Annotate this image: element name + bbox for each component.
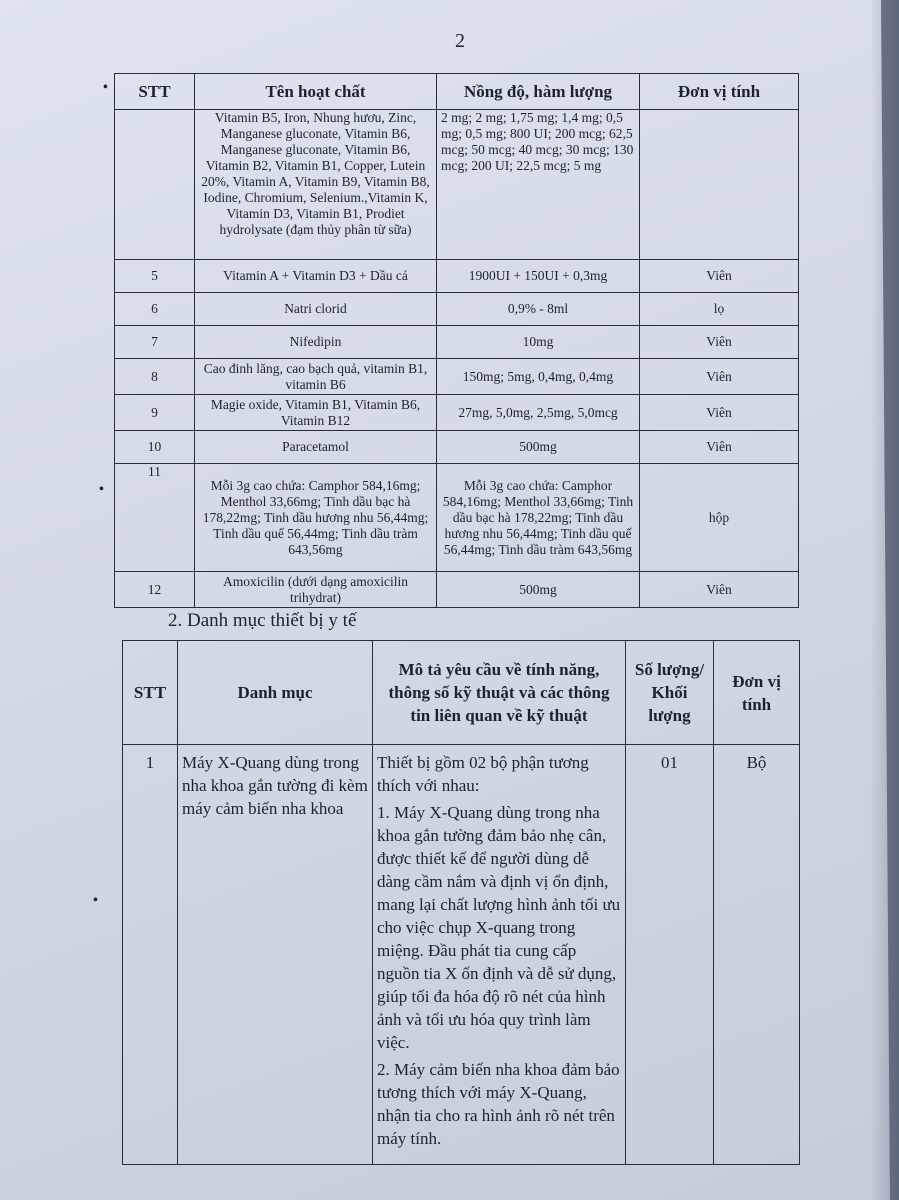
page-number: 2 bbox=[455, 30, 465, 52]
header-stt: STT bbox=[123, 641, 178, 745]
table-row bbox=[115, 572, 799, 608]
cell-stt: 6 bbox=[115, 293, 195, 326]
table-row bbox=[115, 326, 799, 359]
cell-stt: 9 bbox=[115, 395, 195, 431]
table-row bbox=[123, 745, 800, 1165]
cell-name: Vitamin A + Vitamin D3 + Dầu cá bbox=[195, 260, 437, 293]
page-edge-shadow bbox=[870, 0, 899, 1200]
margin-dot: • bbox=[103, 80, 108, 95]
cell-description bbox=[373, 745, 626, 1165]
medical-equipment-table bbox=[122, 640, 800, 1165]
cell-unit: hộp bbox=[640, 464, 799, 572]
table-row bbox=[115, 293, 799, 326]
header-stt: STT bbox=[115, 74, 195, 110]
cell-stt: 12 bbox=[115, 572, 195, 608]
cell-unit: Viên bbox=[640, 395, 799, 431]
cell-stt: 10 bbox=[115, 431, 195, 464]
margin-dot: • bbox=[99, 482, 104, 497]
cell-unit: Bộ bbox=[714, 745, 800, 1165]
cell-stt bbox=[115, 110, 195, 260]
cell-stt: 1 bbox=[123, 745, 178, 1165]
table-row bbox=[115, 110, 799, 260]
cell-unit: Viên bbox=[640, 359, 799, 395]
cell-category: Máy X-Quang dùng trong nha khoa gắn tường đi kèm máy cảm biến nha khoa bbox=[178, 745, 373, 1165]
description-intro: Thiết bị gồm 02 bộ phận tương thích với nhau: bbox=[377, 753, 589, 795]
cell-name: Vitamin B5, Iron, Nhung hươu, Zinc, Manganese gluconate, Vitamin B6, Manganese gluconate, Vitamin B6, Vitamin B2, Vitamin B1, Copper, Lutein 20%, Vitamin A, Vitamin B9, Vitamin B8, Iodine, Chromium, Selenium.,Vitamin K, Vitamin D3, Vitamin B1, Prodiet hydrolysate (đạm thủy phân từ sữa) bbox=[195, 110, 437, 260]
table-row bbox=[115, 359, 799, 395]
table-row bbox=[115, 431, 799, 464]
description-item-1: 1. Máy X-Quang dùng trong nha khoa gắn tường đảm bảo nhẹ cân, được thiết kế để người dùng dễ dàng cầm nắm và định vị ổn định, mang lại chất lượng hình ảnh tối ưu cho việc chụp X-quang trong miệng. Đầu phát tia cung cấp nguồn tia X ổn định và dễ sử dụng, giúp tối đa hóa độ rõ nét của hình ảnh và tối ưu hóa quy trình làm việc. bbox=[377, 803, 621, 1052]
cell-name: Nifedipin bbox=[195, 326, 437, 359]
cell-concentration: 0,9% - 8ml bbox=[437, 293, 640, 326]
cell-concentration: 500mg bbox=[437, 431, 640, 464]
cell-concentration: Mỗi 3g cao chứa: Camphor 584,16mg; Menthol 33,66mg; Tinh dầu bạc hà 178,22mg; Tinh dầu hương nhu 56,44mg; Tinh dầu quế 56,44mg; Tinh dầu tràm 643,56mg bbox=[437, 464, 640, 572]
table-row bbox=[115, 260, 799, 293]
cell-name: Paracetamol bbox=[195, 431, 437, 464]
cell-quantity: 01 bbox=[626, 745, 714, 1165]
margin-dot: • bbox=[93, 893, 98, 908]
cell-stt: 5 bbox=[115, 260, 195, 293]
cell-concentration: 2 mg; 2 mg; 1,75 mg; 1,4 mg; 0,5 mg; 0,5 mg; 800 UI; 200 mcg; 62,5 mcg; 50 mcg; 40 mcg; 30 mcg; 130 mcg; 200 UI; 22,5 mcg; 5 mg bbox=[437, 110, 640, 260]
header-concentration: Nồng độ, hàm lượng bbox=[437, 74, 640, 110]
cell-unit: lọ bbox=[640, 293, 799, 326]
cell-name: Magie oxide, Vitamin B1, Vitamin B6, Vitamin B12 bbox=[195, 395, 437, 431]
description-item-2: 2. Máy cảm biến nha khoa đảm bảo tương thích với máy X-Quang, nhận tia cho ra hình ảnh rõ nét trên máy tính. bbox=[377, 1060, 620, 1148]
cell-concentration: 500mg bbox=[437, 572, 640, 608]
cell-name: Cao đinh lăng, cao bạch quả, vitamin B1, vitamin B6 bbox=[195, 359, 437, 395]
cell-unit: Viên bbox=[640, 260, 799, 293]
table-header-row bbox=[115, 74, 799, 110]
cell-concentration: 1900UI + 150UI + 0,3mg bbox=[437, 260, 640, 293]
table-row bbox=[115, 395, 799, 431]
cell-name: Natri clorid bbox=[195, 293, 437, 326]
cell-concentration: 27mg, 5,0mg, 2,5mg, 5,0mcg bbox=[437, 395, 640, 431]
cell-stt: 8 bbox=[115, 359, 195, 395]
header-unit: Đơn vị tính bbox=[640, 74, 799, 110]
cell-stt: 11 bbox=[115, 464, 195, 572]
cell-name: Mỗi 3g cao chứa: Camphor 584,16mg; Menthol 33,66mg; Tinh dầu bạc hà 178,22mg; Tinh dầu hương nhu 56,44mg; Tinh dầu quế 56,44mg; Tinh dầu tràm 643,56mg bbox=[195, 464, 437, 572]
cell-name: Amoxicilin (dưới dạng amoxicilin trihydrat) bbox=[195, 572, 437, 608]
table-row bbox=[115, 464, 799, 572]
header-category: Danh mục bbox=[178, 641, 373, 745]
header-unit: Đơn vị tính bbox=[714, 641, 800, 745]
cell-concentration: 10mg bbox=[437, 326, 640, 359]
medicine-table bbox=[114, 73, 799, 608]
cell-stt: 7 bbox=[115, 326, 195, 359]
header-active-ingredient: Tên hoạt chất bbox=[195, 74, 437, 110]
section-title: 2. Danh mục thiết bị y tế bbox=[168, 610, 357, 631]
cell-unit: Viên bbox=[640, 572, 799, 608]
cell-unit bbox=[640, 110, 799, 260]
cell-unit: Viên bbox=[640, 326, 799, 359]
header-quantity: Số lượng/ Khối lượng bbox=[626, 641, 714, 745]
header-description: Mô tả yêu cầu về tính năng, thông số kỹ thuật và các thông tin liên quan về kỹ thuật bbox=[373, 641, 626, 745]
table-header-row bbox=[123, 641, 800, 745]
cell-concentration: 150mg; 5mg, 0,4mg, 0,4mg bbox=[437, 359, 640, 395]
cell-unit: Viên bbox=[640, 431, 799, 464]
